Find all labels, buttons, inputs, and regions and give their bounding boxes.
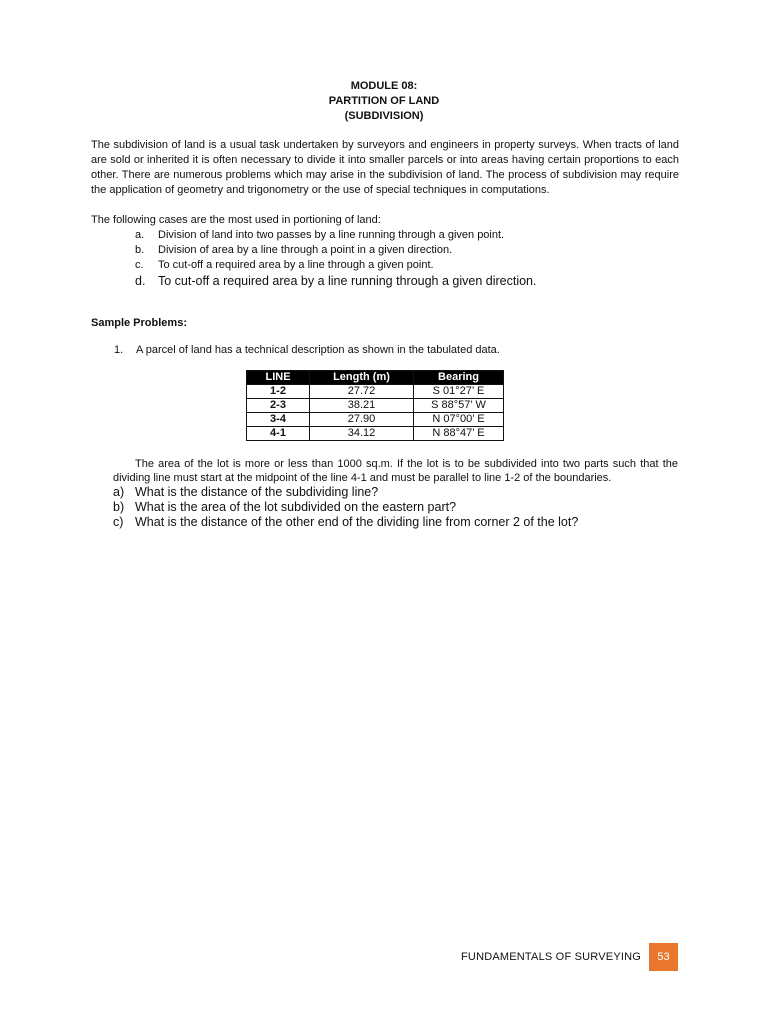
cell-bearing: S 88°57’ W	[414, 399, 504, 413]
case-marker: b.	[135, 244, 145, 256]
cell-length: 27.72	[310, 385, 414, 399]
case-item	[135, 273, 695, 290]
table-row	[247, 385, 504, 399]
cell-bearing: N 07°00’ E	[414, 413, 504, 427]
question-item	[113, 500, 693, 515]
case-text: Division of land into two passes by a line running through a given point.	[158, 229, 505, 241]
problem-text: A parcel of land has a technical description as shown in the tabulated data.	[136, 344, 500, 356]
column-header-bearing: Bearing	[414, 371, 504, 385]
question-text: What is the distance of the other end of the dividing line from corner 2 of the lot?	[135, 515, 579, 529]
cell-line: 4-1	[247, 427, 310, 441]
cell-line: 2-3	[247, 399, 310, 413]
problem-condition-paragraph	[113, 457, 678, 485]
case-item	[135, 228, 695, 243]
cell-bearing: N 88°47’ E	[414, 427, 504, 441]
table-header-row	[247, 371, 504, 385]
cases-lead: The following cases are the most used in portioning of land:	[91, 214, 381, 226]
module-title: PARTITION OF LAND	[328, 95, 440, 107]
cell-length: 27.90	[310, 413, 414, 427]
question-item	[113, 515, 693, 530]
case-text: To cut-off a required area by a line running through a given direction.	[158, 274, 537, 288]
technical-description-table	[246, 370, 504, 441]
case-text: Division of area by a line through a point in a given direction.	[158, 244, 453, 256]
column-header-line: LINE	[247, 371, 310, 385]
module-number: MODULE 08:	[350, 80, 418, 92]
case-item	[135, 258, 695, 273]
question-marker: c)	[113, 515, 124, 529]
case-list	[135, 228, 695, 290]
question-marker: b)	[113, 500, 125, 514]
cell-length: 38.21	[310, 399, 414, 413]
question-text: What is the distance of the subdividing line?	[135, 485, 379, 499]
case-item	[135, 243, 695, 258]
cell-bearing: S 01°27’ E	[414, 385, 504, 399]
case-marker: a.	[135, 229, 145, 241]
question-text: What is the area of the lot subdivided on the eastern part?	[135, 500, 457, 514]
module-header	[0, 79, 768, 124]
cell-line: 3-4	[247, 413, 310, 427]
problem-statement	[114, 343, 674, 358]
case-text: To cut-off a required area by a line through a given point.	[158, 259, 434, 271]
question-marker: a)	[113, 485, 125, 499]
module-subtitle: (SUBDIVISION)	[344, 110, 424, 122]
cell-length: 34.12	[310, 427, 414, 441]
problem-marker: 1.	[114, 344, 124, 356]
case-marker: c.	[135, 259, 144, 271]
question-list	[113, 485, 693, 530]
sample-problems-heading: Sample Problems:	[91, 317, 187, 329]
case-marker: d.	[135, 274, 146, 288]
table-row	[247, 427, 504, 441]
table-row	[247, 413, 504, 427]
intro-paragraph: The subdivision of land is a usual task undertaken by surveyors and engineers in property surveys. When tracts of land are sold or inherited it is often necessary to divide it into smaller parcels or into areas having certain proportions to each other. There are numerous problems which may arise in the subdivision of land. The process of subdivision may require the application of geometry and trigonometry or the use of special techniques in computations.	[91, 139, 679, 196]
table-row	[247, 399, 504, 413]
page-number-badge: 53	[649, 943, 678, 971]
question-item	[113, 485, 693, 500]
column-header-length: Length (m)	[310, 371, 414, 385]
problem-condition-text: The area of the lot is more or less than 1000 sq.m. If the lot is to be subdivided into two parts such that the dividing line must start at the midpoint of the line 4-1 and must be parallel to line 1-2 of the boundaries.	[113, 458, 678, 484]
cell-line: 1-2	[247, 385, 310, 399]
footer-course-title: FUNDAMENTALS OF SURVEYING	[461, 951, 642, 963]
